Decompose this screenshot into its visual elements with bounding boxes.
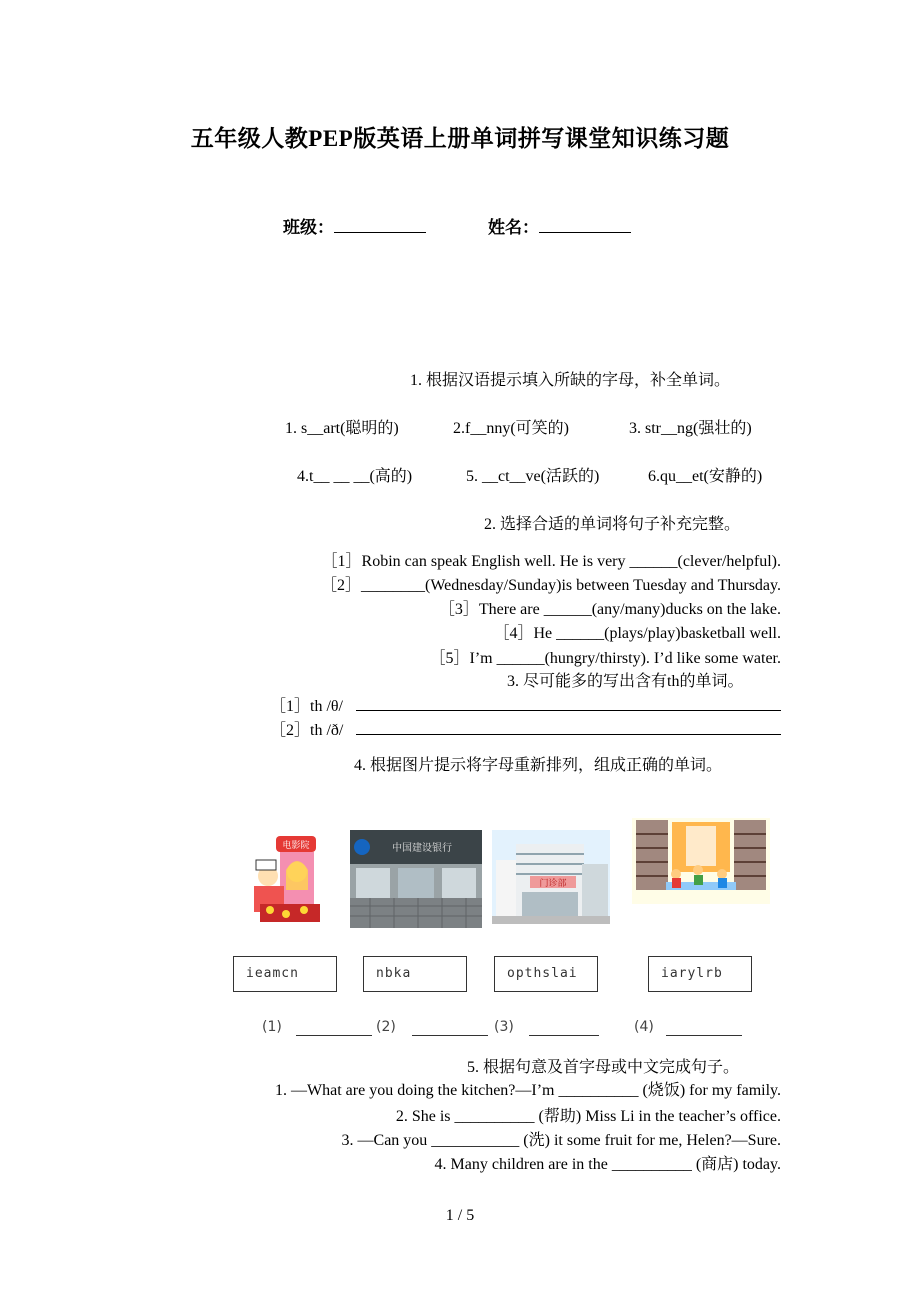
answer-line[interactable] xyxy=(412,1035,488,1036)
scrambled-word-box: nbka xyxy=(363,956,467,992)
q1-item: 1. s__art(聪明的) xyxy=(285,420,399,437)
scrambled-word-box: iarylrb xyxy=(648,956,752,992)
page-number: 1 / 5 xyxy=(445,1207,475,1224)
q2-item: ［2］________(Wednesday/Sunday)is between Tuesday and Thursday. xyxy=(321,577,781,594)
q3-item xyxy=(270,717,343,740)
hospital-sign: 门诊部 xyxy=(539,879,567,889)
name-label: 姓名： xyxy=(488,218,539,237)
answer-label: (2) xyxy=(376,1019,396,1035)
answer-line[interactable] xyxy=(666,1035,742,1036)
q5-item: 2. She is __________ (帮助) Miss Li in the teacher’s office. xyxy=(395,1108,781,1125)
q3-label: ［2］th /ð/ xyxy=(270,722,344,739)
class-field xyxy=(283,213,426,238)
bank-sign: 中国建设银行 xyxy=(392,843,452,854)
name-field xyxy=(488,213,631,238)
q2-heading: 2. 选择合适的单词将句子补充完整。 xyxy=(484,516,741,533)
q3-heading: 3. 尽可能多的写出含有th的单词。 xyxy=(507,673,744,690)
library-picture xyxy=(632,818,770,922)
scrambled-word-box: opthslai xyxy=(494,956,598,992)
q1-item: 3. str__ng(强壮的) xyxy=(629,420,752,437)
q5-item: 4. Many children are in the __________ (商店) today. xyxy=(434,1156,781,1173)
q3-answer-line[interactable] xyxy=(356,734,781,735)
q3-answer-line[interactable] xyxy=(356,710,781,711)
scrambled-word-box: ieamcn xyxy=(233,956,337,992)
q1-item: 5. __ct__ve(活跃的) xyxy=(466,468,600,485)
hospital-picture xyxy=(492,830,610,924)
class-label: 班级： xyxy=(283,218,334,237)
q1-heading: 1. 根据汉语提示填入所缺的字母，补全单词。 xyxy=(410,372,731,389)
q3-item xyxy=(270,693,343,716)
q3-label: ［1］th /θ/ xyxy=(270,698,344,715)
q5-item: 1. —What are you doing the kitchen?—I’m __________ (烧饭) for my family. xyxy=(275,1082,781,1099)
q1-item: 4.t__ __ __(高的) xyxy=(297,468,413,485)
class-blank[interactable] xyxy=(334,218,426,233)
answer-label: (1) xyxy=(262,1019,282,1035)
q2-item: ［1］Robin can speak English well. He is very ______(clever/helpful). xyxy=(321,553,781,570)
page-title: 五年级人教PEP版英语上册单词拼写课堂知识练习题 xyxy=(190,126,730,151)
answer-line[interactable] xyxy=(296,1035,372,1036)
q5-heading: 5. 根据句意及首字母或中文完成句子。 xyxy=(467,1059,740,1076)
answer-slot xyxy=(494,1019,514,1035)
cinema-picture xyxy=(250,830,326,926)
answer-slot xyxy=(262,1019,282,1035)
q1-item: 6.qu__et(安静的) xyxy=(648,468,763,485)
q1-item: 2.f__nny(可笑的) xyxy=(453,420,569,437)
answer-line[interactable] xyxy=(529,1035,599,1036)
q2-item: ［5］I’m ______(hungry/thirsty). I’d like some water. xyxy=(429,650,781,667)
q4-heading: 4. 根据图片提示将字母重新排列，组成正确的单词。 xyxy=(354,757,723,774)
q5-item: 3. —Can you ___________ (洗) it some fruit for me, Helen?—Sure. xyxy=(341,1132,781,1149)
bank-picture xyxy=(350,830,482,928)
cinema-sign: 电影院 xyxy=(282,841,310,851)
answer-slot xyxy=(376,1019,396,1035)
answer-label: (3) xyxy=(494,1019,514,1035)
q2-item: ［4］He ______(plays/play)basketball well. xyxy=(493,625,781,642)
answer-slot xyxy=(634,1019,654,1035)
q2-item: ［3］There are ______(any/many)ducks on the lake. xyxy=(438,601,781,618)
name-blank[interactable] xyxy=(539,218,631,233)
answer-label: (4) xyxy=(634,1019,654,1035)
